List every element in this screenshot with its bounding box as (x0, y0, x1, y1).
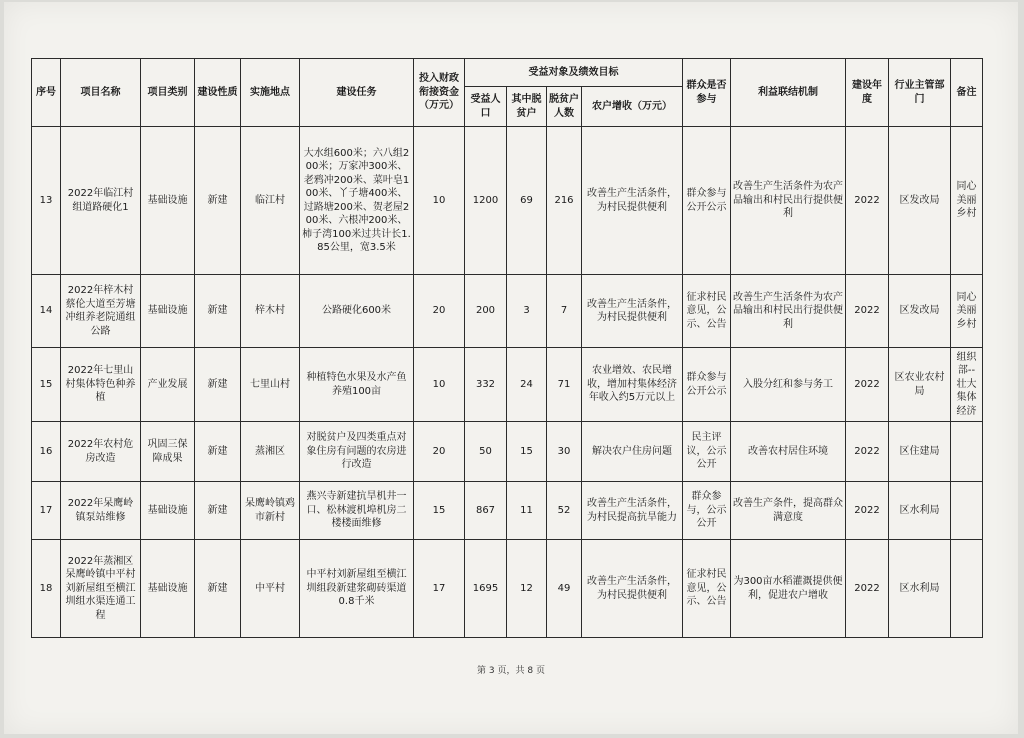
document-page (4, 2, 1018, 734)
cell-participation: 群众参与，公示公开 (683, 482, 731, 540)
header-location: 实施地点 (241, 59, 300, 127)
cell-remark (951, 540, 983, 638)
cell-year: 2022 (846, 422, 889, 482)
cell-location: 七里山村 (241, 348, 300, 422)
cell-category: 基础设施 (141, 482, 195, 540)
cell-mechanism: 为300亩水稻灌溉提供便利，促进农户增收 (731, 540, 846, 638)
header-funds: 投入财政衔接资金（万元） (414, 59, 465, 127)
cell-task: 种植特色水果及水产鱼养殖100亩 (300, 348, 414, 422)
cell-funds: 10 (414, 348, 465, 422)
cell-poor-people: 52 (547, 482, 582, 540)
cell-poor-households: 69 (507, 127, 547, 275)
table-row (32, 275, 983, 348)
cell-poor-households: 24 (507, 348, 547, 422)
cell-funds: 10 (414, 127, 465, 275)
cell-remark: 同心美丽乡村 (951, 127, 983, 275)
cell-name: 2022年蒸湘区呆鹰岭镇中平村刘新屋组至横江圳组水渠连通工程 (61, 540, 141, 638)
cell-mechanism: 入股分红和参与务工 (731, 348, 846, 422)
header-category: 项目类别 (141, 59, 195, 127)
cell-task: 对脱贫户及四类重点对象住房有问题的农房进行改造 (300, 422, 414, 482)
table-row (32, 348, 983, 422)
header-poor-people: 脱贫户人数 (547, 87, 582, 127)
cell-funds: 20 (414, 422, 465, 482)
cell-mechanism: 改善生产条件，提高群众满意度 (731, 482, 846, 540)
cell-nature: 新建 (195, 348, 241, 422)
cell-category: 产业发展 (141, 348, 195, 422)
header-participation: 群众是否参与 (683, 59, 731, 127)
cell-nature: 新建 (195, 275, 241, 348)
cell-nature: 新建 (195, 540, 241, 638)
cell-name: 2022年临江村组道路硬化1 (61, 127, 141, 275)
cell-income: 解决农户住房问题 (582, 422, 683, 482)
cell-seq: 17 (32, 482, 61, 540)
cell-participation: 征求村民意见，公示、公告 (683, 540, 731, 638)
cell-population: 1200 (465, 127, 507, 275)
cell-category: 巩固三保障成果 (141, 422, 195, 482)
cell-population: 867 (465, 482, 507, 540)
header-name: 项目名称 (61, 59, 141, 127)
cell-remark: 组织部--壮大集体经济 (951, 348, 983, 422)
table-row (32, 482, 983, 540)
cell-income: 改善生产生活条件，为村民提高抗旱能力 (582, 482, 683, 540)
cell-poor-people: 7 (547, 275, 582, 348)
header-remark: 备注 (951, 59, 983, 127)
cell-task: 中平村刘新屋组至横江圳组段新建浆砌砖渠道0.8千米 (300, 540, 414, 638)
cell-year: 2022 (846, 275, 889, 348)
table-row (32, 540, 983, 638)
header-year: 建设年度 (846, 59, 889, 127)
cell-location: 蒸湘区 (241, 422, 300, 482)
cell-year: 2022 (846, 482, 889, 540)
cell-mechanism: 改善生产生活条件为农产品输出和村民出行提供便利 (731, 127, 846, 275)
cell-poor-people: 30 (547, 422, 582, 482)
cell-name: 2022年梓木村蔡伦大道至芳塘冲组养老院通组公路 (61, 275, 141, 348)
cell-poor-people: 216 (547, 127, 582, 275)
cell-name: 2022年呆鹰岭镇泵站维修 (61, 482, 141, 540)
cell-category: 基础设施 (141, 127, 195, 275)
cell-participation: 征求村民意见，公示、公告 (683, 275, 731, 348)
cell-mechanism: 改善农村居住环境 (731, 422, 846, 482)
cell-location: 中平村 (241, 540, 300, 638)
cell-department: 区水利局 (889, 482, 951, 540)
cell-category: 基础设施 (141, 540, 195, 638)
cell-department: 区住建局 (889, 422, 951, 482)
cell-nature: 新建 (195, 422, 241, 482)
cell-poor-people: 49 (547, 540, 582, 638)
cell-population: 1695 (465, 540, 507, 638)
cell-year: 2022 (846, 348, 889, 422)
cell-location: 临江村 (241, 127, 300, 275)
cell-population: 332 (465, 348, 507, 422)
header-nature: 建设性质 (195, 59, 241, 127)
cell-income: 改善生产生活条件，为村民提供便利 (582, 275, 683, 348)
cell-poor-households: 11 (507, 482, 547, 540)
cell-remark: 同心美丽乡村 (951, 275, 983, 348)
cell-remark (951, 422, 983, 482)
cell-seq: 15 (32, 348, 61, 422)
header-beneficiary-group: 受益对象及绩效目标 (465, 59, 683, 87)
header-seq: 序号 (32, 59, 61, 127)
cell-location: 呆鹰岭镇鸡市新村 (241, 482, 300, 540)
cell-department: 区农业农村局 (889, 348, 951, 422)
cell-poor-people: 71 (547, 348, 582, 422)
page-number: 第 3 页，共 8 页 (477, 666, 545, 676)
cell-year: 2022 (846, 127, 889, 275)
cell-remark (951, 482, 983, 540)
table-row (32, 422, 983, 482)
cell-name: 2022年农村危房改造 (61, 422, 141, 482)
cell-income: 改善生产生活条件，为村民提供便利 (582, 540, 683, 638)
cell-population: 200 (465, 275, 507, 348)
cell-poor-households: 3 (507, 275, 547, 348)
cell-income: 农业增效、农民增收，增加村集体经济年收入约5万元以上 (582, 348, 683, 422)
cell-funds: 17 (414, 540, 465, 638)
cell-department: 区发改局 (889, 127, 951, 275)
table-row (32, 127, 983, 275)
cell-task: 大水组600米；六八组200米；万家冲300米、老鸦冲200米、菜叶皂100米、丫子塘400米、过路塘200米、贺老屋200米、六根冲200米、柿子湾100米过共计长1.85公里，宽3.5米 (300, 127, 414, 275)
project-table (31, 58, 983, 638)
cell-funds: 20 (414, 275, 465, 348)
header-mechanism: 利益联结机制 (731, 59, 846, 127)
header-income: 农户增收（万元） (582, 87, 683, 127)
cell-income: 改善生产生活条件，为村民提供便利 (582, 127, 683, 275)
header-task: 建设任务 (300, 59, 414, 127)
header-poor-households: 其中脱贫户 (507, 87, 547, 127)
cell-category: 基础设施 (141, 275, 195, 348)
cell-year: 2022 (846, 540, 889, 638)
cell-nature: 新建 (195, 127, 241, 275)
cell-funds: 15 (414, 482, 465, 540)
cell-participation: 群众参与公开公示 (683, 127, 731, 275)
cell-seq: 13 (32, 127, 61, 275)
header-department: 行业主管部门 (889, 59, 951, 127)
cell-department: 区发改局 (889, 275, 951, 348)
cell-department: 区水利局 (889, 540, 951, 638)
cell-participation: 群众参与公开公示 (683, 348, 731, 422)
cell-task: 燕兴寺新建抗旱机井一口、松林渡机埠机房二楼楼面维修 (300, 482, 414, 540)
cell-participation: 民主评议，公示公开 (683, 422, 731, 482)
cell-seq: 18 (32, 540, 61, 638)
header-population: 受益人口 (465, 87, 507, 127)
cell-poor-households: 15 (507, 422, 547, 482)
cell-population: 50 (465, 422, 507, 482)
cell-mechanism: 改善生产生活条件为农产品输出和村民出行提供便利 (731, 275, 846, 348)
cell-seq: 14 (32, 275, 61, 348)
cell-name: 2022年七里山村集体特色种养植 (61, 348, 141, 422)
cell-nature: 新建 (195, 482, 241, 540)
cell-task: 公路硬化600米 (300, 275, 414, 348)
cell-poor-households: 12 (507, 540, 547, 638)
cell-location: 梓木村 (241, 275, 300, 348)
cell-seq: 16 (32, 422, 61, 482)
